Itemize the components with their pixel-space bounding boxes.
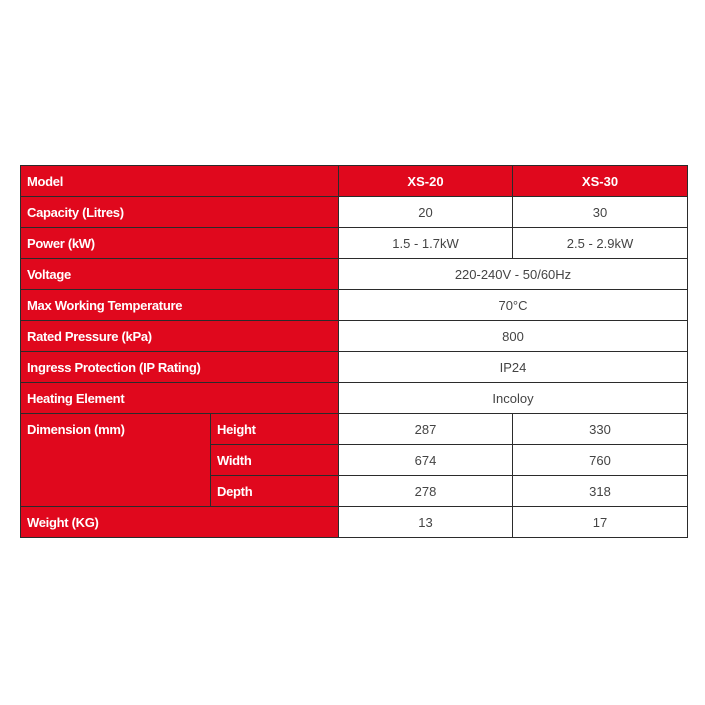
header-model-label: Model	[21, 166, 339, 197]
table-row	[21, 507, 688, 538]
header-row	[21, 166, 688, 197]
weight-label: Weight (KG)	[21, 507, 339, 538]
header-model-xs30: XS-30	[513, 166, 688, 197]
dimension-depth-xs30: 318	[513, 476, 688, 507]
weight-xs20: 13	[339, 507, 513, 538]
header-model-xs20: XS-20	[339, 166, 513, 197]
dimension-label: Dimension (mm)	[21, 414, 211, 507]
table-row	[21, 259, 688, 290]
rated-pressure-label: Rated Pressure (kPa)	[21, 321, 339, 352]
dimension-height-label: Height	[211, 414, 339, 445]
dimension-width-xs20: 674	[339, 445, 513, 476]
max-temp-value: 70°C	[339, 290, 688, 321]
power-xs30: 2.5 - 2.9kW	[513, 228, 688, 259]
voltage-value: 220-240V - 50/60Hz	[339, 259, 688, 290]
dimension-depth-label: Depth	[211, 476, 339, 507]
dimension-height-xs20: 287	[339, 414, 513, 445]
dimension-width-label: Width	[211, 445, 339, 476]
spec-table	[20, 165, 688, 538]
table-row	[21, 352, 688, 383]
power-label: Power (kW)	[21, 228, 339, 259]
table-row	[21, 321, 688, 352]
capacity-xs20: 20	[339, 197, 513, 228]
power-xs20: 1.5 - 1.7kW	[339, 228, 513, 259]
weight-xs30: 17	[513, 507, 688, 538]
voltage-label: Voltage	[21, 259, 339, 290]
dimension-height-xs30: 330	[513, 414, 688, 445]
table-row	[21, 197, 688, 228]
table-row	[21, 414, 688, 445]
ip-rating-value: IP24	[339, 352, 688, 383]
dimension-width-xs30: 760	[513, 445, 688, 476]
ip-rating-label: Ingress Protection (IP Rating)	[21, 352, 339, 383]
table-row	[21, 290, 688, 321]
rated-pressure-value: 800	[339, 321, 688, 352]
max-temp-label: Max Working Temperature	[21, 290, 339, 321]
capacity-label: Capacity (Litres)	[21, 197, 339, 228]
table-row	[21, 228, 688, 259]
heating-element-label: Heating Element	[21, 383, 339, 414]
dimension-depth-xs20: 278	[339, 476, 513, 507]
capacity-xs30: 30	[513, 197, 688, 228]
table-row	[21, 383, 688, 414]
heating-element-value: Incoloy	[339, 383, 688, 414]
